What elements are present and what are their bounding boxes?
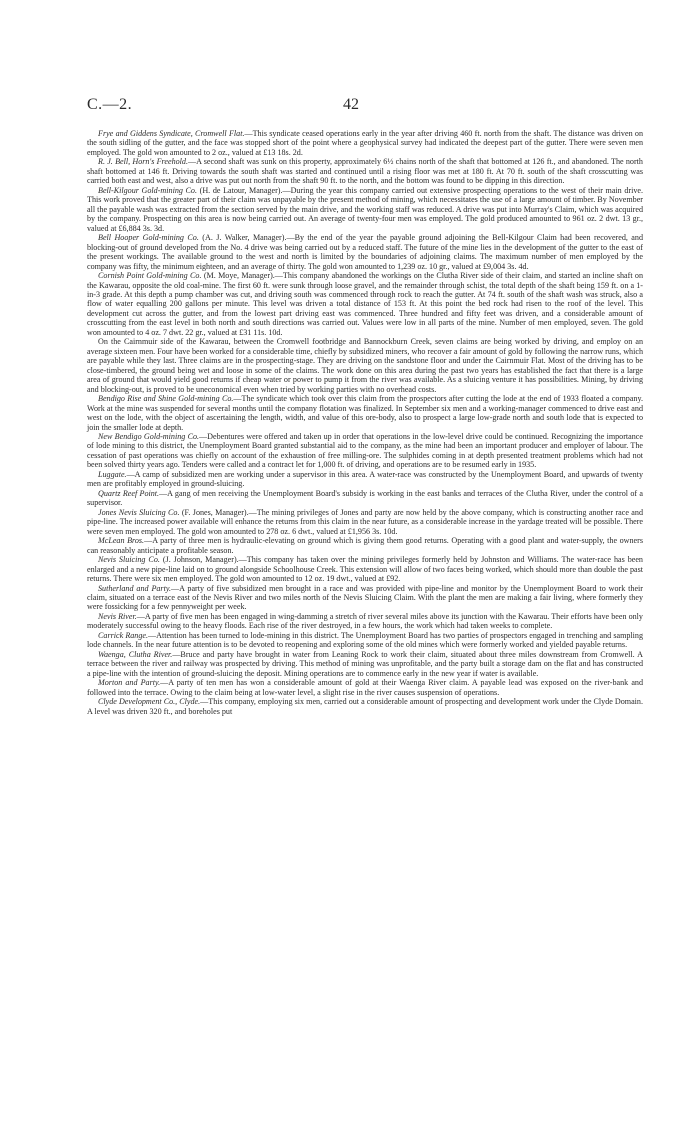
paragraph-morton bbox=[87, 678, 643, 697]
paragraph-text: —Bruce and party have brought in water from Leaning Rock to work their claim, situated about three miles downstream from Cromwell. A terrace between the river and railway was prospected by driving. This method of mining was unprofitable, and the party built a storage dam on the flat and has constructed a pipe-line with the intention of ground-sluicing the deposit. Mining operations are to commence early in the new year if water is available. bbox=[87, 649, 643, 678]
paragraph-cairnmuir bbox=[87, 337, 643, 394]
paragraph-heading: Waenga, Clutha River. bbox=[98, 649, 173, 659]
paragraph-quartz-reef-point bbox=[87, 489, 643, 508]
paragraph-heading: Bendigo Rise and Shine Gold-mining Co. bbox=[98, 394, 234, 404]
paragraph-text: —A party of five subsidized men brought in a race and was provided with pipe-line and monitor by the Unemployment Board to work their claim, situated on a terrace east of the Nevis River and two miles north of the Nevis Sluicing Claim. With the plant the men are making a fair living, where formerly they were fossicking for a few pennyweight per week. bbox=[87, 583, 643, 612]
paragraph-heading: Luggate. bbox=[98, 469, 127, 479]
paragraph-text: —Attention has been turned to lode-mining in this district. The Unemployment Board has two parties of prospectors engaged in trenching and sampling lode channels. In the near future attention is to be devoted to reopening and exploring some of the old mines which were formerly worked and yielded payable returns. bbox=[87, 630, 644, 650]
paragraph-text: —A party of three men is hydraulic-elevating on ground which is giving them good returns. Operating with a good plant and water-supply, the owners can reasonably anticipate a profitable season. bbox=[87, 536, 643, 555]
document-reference: C.—2. bbox=[87, 96, 133, 113]
paragraph-text: —A party of ten men has won a considerable amount of gold at their Waenga River claim. A payable lead was exposed on the river-bank and followed into the terrace. Owing to the claim being at low-water level, a slight rise in the river causes suspension of operations. bbox=[87, 678, 643, 697]
paragraph-mclean-bros bbox=[87, 536, 643, 555]
paragraph-heading: New Bendigo Gold-mining Co. bbox=[98, 432, 200, 441]
report-body bbox=[87, 129, 643, 716]
paragraph-heading: McLean Bros. bbox=[98, 536, 145, 546]
paragraph-bell-kilgour bbox=[87, 186, 643, 233]
paragraph-text: (H. de Latour, Manager).—During the year this company carried out extensive prospecting operations to the west of their main drive. This work proved that the greater part of their claim was unpayable by the present method of mining, which necessitates the use of a large amount of timber. By November all the payable wash was extracted from the section served by the main drive, and the working staff was reduced. A drive was put into Murray's Claim, which was acquired by the company. Prospecting on this area is now being carried out. An average of twenty-four men was employed. The gold produced amounted to 961 oz. 2 dwt. 13 gr., valued at £6,884 3s. 3d. bbox=[87, 185, 644, 233]
paragraph-luggate bbox=[87, 470, 643, 489]
paragraph-bell-horns-freehold bbox=[87, 157, 643, 185]
paragraph-heading: Quartz Reef Point. bbox=[98, 488, 160, 498]
paragraph-text: —A gang of men receiving the Unemployment Board's subsidy is working in the east banks and terraces of the Clutha River, under the control of a supervisor. bbox=[87, 488, 643, 508]
paragraph-nevis-river bbox=[87, 612, 643, 631]
paragraph-frye-giddens bbox=[87, 129, 643, 157]
paragraph-nevis-sluicing bbox=[87, 555, 643, 583]
paragraph-text: —The syndicate which took over this claim from the prospectors after cutting the lode at the end of 1933 floated a company. Work at the mine was suspended for several months until the company flotation was finalized. In September six men and a working-manager commenced to drive east and west on the lode, with the object of ascertaining the length, width, and value of this ore-body, also to prospect a large low-grade north and south lode that is expected to join the smaller lode at depth. bbox=[87, 394, 644, 432]
paragraph-text: —A second shaft was sunk on this property, approximately 6½ chains north of the shaft that bottomed at 126 ft., and abandoned. The north shaft bottomed at 146 ft. Driving towards the south shaft was started and continued until a rising floor was met at 180 ft. At 70 ft. south of the shaft crosscutting was carried both east and west, also a drive was put out north from the shaft 90 ft. to the north, and the bottom was found to be dipping in this direction. bbox=[87, 157, 643, 186]
paragraph-cornish-point bbox=[87, 271, 643, 337]
paragraph-carrick-range bbox=[87, 631, 643, 650]
paragraph-clyde-development bbox=[87, 697, 643, 716]
paragraph-heading: Frye and Giddens Syndicate, Cromwell Flat. bbox=[98, 129, 245, 138]
paragraph-heading: Sutherland and Party. bbox=[98, 583, 172, 593]
paragraph-sutherland bbox=[87, 584, 643, 612]
paragraph-text: —Debentures were offered and taken up in order that operations in the low-level drive could be continued. Recognizing the importance of lode mining to this district, the Unemployment Board granted substantial aid to the company, as the mine had been an important producer and employer of labour. The cessation of past operations was chiefly on account of the exhaustion of free milling-ore. The sulphides coming in at depth presented treatment problems which had not been solved thirty years ago. Tenders were called and a contract let for 1,000 ft. of driving, and operations are to be resumed early in 1935. bbox=[87, 432, 643, 470]
paragraph-heading: Carrick Range. bbox=[98, 630, 149, 640]
paragraph-text: —A party of five men has been engaged in wing-damming a stretch of river several miles above its junction with the Kawarau. Their efforts have been only moderately successful owing to the heavy floods. Each rise of the river destroyed, in a few hours, the work which had taken weeks to complete. bbox=[87, 611, 643, 631]
paragraph-text: (J. Johnson, Manager).—This company has taken over the mining privileges formerly held by Johnston and Williams. The water-race has been enlarged and a new pipe-line laid on to ground alongside Schoolhouse Creek. This extension will allow of two faces being worked, which should more than double the past returns. There were six men employed. The gold won amounted to 12 oz. 19 dwt., valued at £92. bbox=[87, 555, 643, 584]
paragraph-heading: Morton and Party. bbox=[98, 678, 161, 688]
paragraph-new-bendigo bbox=[87, 432, 643, 470]
paragraph-text: —A camp of subsidized men are working under a supervisor in this area. A water-race was constructed by the Unemployment Board, and upwards of twenty men are profitably employed in ground-sluicing. bbox=[87, 469, 643, 489]
paragraph-heading: Jones Nevis Sluicing Co. bbox=[98, 507, 180, 517]
paragraph-heading: Cornish Point Gold-mining Co. bbox=[98, 271, 202, 281]
paragraph-text: —This company, employing six men, carried out a considerable amount of prospecting and development work under the Clyde Domain. A level was driven 320 ft., and boreholes put bbox=[87, 697, 643, 716]
paragraph-jones-nevis bbox=[87, 508, 643, 536]
paragraph-bell-hooper bbox=[87, 233, 643, 271]
paragraph-heading: Nevis River. bbox=[98, 611, 137, 621]
paragraph-text: On the Cairnmuir side of the Kawarau, between the Cromwell footbridge and Bannockburn Creek, seven claims are being worked by driving, and employ on an average sixteen men. Four have been worked for a considerable time, chiefly by subsidized miners, who recover a fair amount of gold by following the narrow runs, which are payable while they last. Three claims are in the prospecting-stage. They are driving on the sandstone floor and under the Cairnmuir Flat. Most of the driving has to be close-timbered, the ground being wet and loose in some of the claims. The work done on this area during the past two years has established the fact that there is a large area of ground that would yield good returns if cheap water or power to pump it from the river was available. As a sluicing venture it has possibilities. Mining, by driving and blocking-out, is proved to be uneconomical even when tried by working parties with no overhead costs. bbox=[87, 337, 643, 394]
page-number: 42 bbox=[343, 96, 359, 113]
paragraph-text: —This syndicate ceased operations early in the year after driving 460 ft. north from the shaft. The distance was driven on the south sidling of the gutter, and the face was stopped short of the point where a geophysical survey had indicated the deepest part of the gutter. There were seven men employed. The gold won amounted to 2 oz., valued at £13 18s. 2d. bbox=[87, 129, 644, 157]
paragraph-text: (F. Jones, Manager).—The mining privileges of Jones and party are now held by the above company, which is constructing another race and pipe-line. The increased power available will enhance the returns from this claim in the near future, as a considerable increase in the yardage treated will be possible. There were seven men employed. The gold won amounted to 278 oz. 6 dwt., valued at £1,956 3s. 10d. bbox=[87, 507, 643, 536]
paragraph-heading: Nevis Sluicing Co. bbox=[98, 555, 160, 565]
paragraph-text: (A. J. Walker, Manager).—By the end of the year the payable ground adjoining the Bell-Kilgour Claim had been recovered, and blocking-out of ground developed from the No. 4 drive was being carried out by a reduced staff. The future of the mine lies in the development of the gutter to the east of the present workings. The available ground to the west and north is limited by the boundaries of adjoining claims. The maximum number of men employed by the company was fifty, the minimum eighteen, and an average of thirty. The gold won amounted to 1,239 oz. 10 gr., valued at £9,004 3s. 4d. bbox=[87, 233, 643, 271]
paragraph-heading: R. J. Bell, Horn's Freehold. bbox=[98, 157, 188, 167]
paragraph-waenga bbox=[87, 650, 643, 678]
page-header bbox=[87, 96, 640, 118]
paragraph-heading: Bell Hooper Gold-mining Co. bbox=[98, 233, 199, 243]
paragraph-text: (M. Moye, Manager).—This company abandoned the workings on the Clutha River side of their claim, and started an incline shaft on the Kawarau, opposite the old coal-mine. The first 60 ft. were sunk through loose gravel, and the remainder through schist, the total depth of the shaft being 159 ft. on a 1-in-3 grade. At this depth a pump chamber was cut, and driving south was commenced through rock to reach the gutter. At 74 ft. south of the shaft wash was struck, also a flow of water equalling 200 gallons per minute. This level was driven a total distance of 153 ft. At this point the bed rock had risen to the roof of the level. This development cut across the gutter, and from the lowest part driving east was commenced. Three hundred and fifty feet was driven, and a considerable amount of crosscutting from the east level in both north and south directions was carried out. Values were low in all parts of the mine. Number of men employed, seven. The gold won amounted to 4 oz. 7 dwt. 22 gr., valued at £31 11s. 10d. bbox=[87, 271, 644, 337]
paragraph-heading: Bell-Kilgour Gold-mining Co. bbox=[98, 185, 198, 195]
paragraph-heading: Clyde Development Co., Clyde. bbox=[98, 697, 201, 707]
paragraph-bendigo-rise-shine bbox=[87, 394, 643, 432]
